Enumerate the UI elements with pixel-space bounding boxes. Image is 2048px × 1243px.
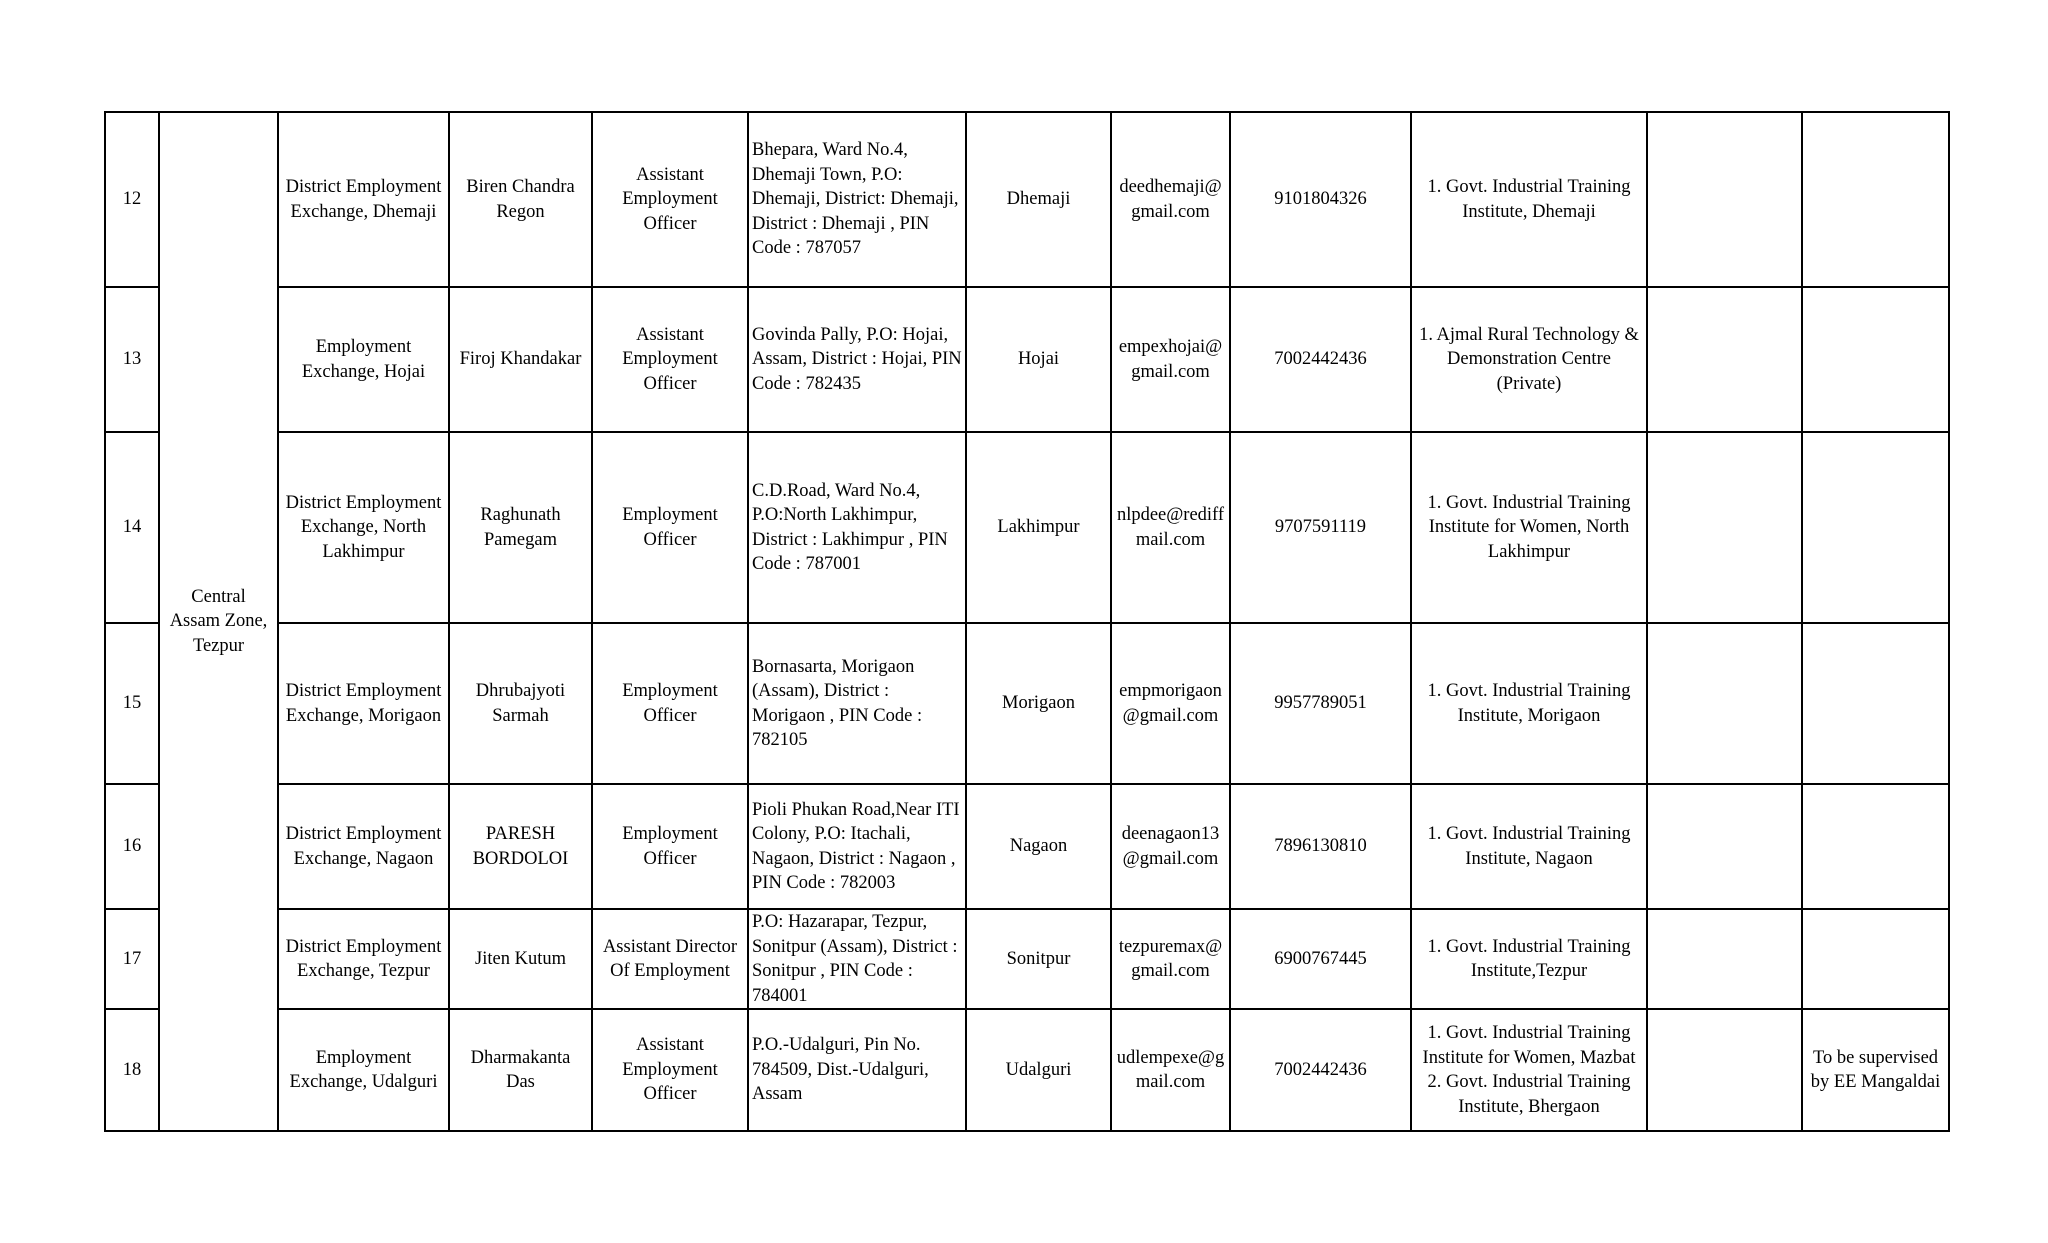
serial-number-cell: 17: [105, 909, 159, 1009]
officer-name-cell: Dharmakanta Das: [449, 1009, 592, 1131]
email-cell: empexhojai@gmail.com: [1111, 287, 1230, 432]
blank-cell: [1647, 1009, 1802, 1131]
blank-cell: [1647, 432, 1802, 623]
officer-name-cell: Dhrubajyoti Sarmah: [449, 623, 592, 784]
address-cell: P.O: Hazarapar, Tezpur, Sonitpur (Assam), District : Sonitpur , PIN Code : 784001: [748, 909, 966, 1009]
email-cell: empmorigaon@gmail.com: [1111, 623, 1230, 784]
office-cell: District Employment Exchange, North Lakhimpur: [278, 432, 449, 623]
serial-number-cell: 13: [105, 287, 159, 432]
district-cell: Hojai: [966, 287, 1111, 432]
institute-item: 1. Govt. Industrial Training Institute,Tezpur: [1427, 936, 1631, 981]
email-cell: tezpuremax@gmail.com: [1111, 909, 1230, 1009]
blank-cell: [1647, 112, 1802, 287]
officer-name-cell: Jiten Kutum: [449, 909, 592, 1009]
officer-name-cell: PARESH BORDOLOI: [449, 784, 592, 909]
phone-cell: 9101804326: [1230, 112, 1411, 287]
address-cell: Pioli Phukan Road,Near ITI Colony, P.O: Itachali, Nagaon, District : Nagaon , PIN Code : 782003: [748, 784, 966, 909]
remarks-cell: [1802, 432, 1949, 623]
institute-item: 1. Govt. Industrial Training Institute for Women, North Lakhimpur: [1427, 492, 1631, 562]
address-cell: P.O.-Udalguri, Pin No. 784509, Dist.-Udalguri, Assam: [748, 1009, 966, 1131]
office-cell: Employment Exchange, Udalguri: [278, 1009, 449, 1131]
phone-cell: 7002442436: [1230, 1009, 1411, 1131]
table-row: [105, 432, 1949, 623]
serial-number-cell: 18: [105, 1009, 159, 1131]
institute-item: 2. Govt. Industrial Training Institute, Bhergaon: [1427, 1072, 1631, 1117]
remarks-cell: [1802, 909, 1949, 1009]
designation-cell: Assistant Employment Officer: [592, 112, 748, 287]
designation-cell: Assistant Director Of Employment: [592, 909, 748, 1009]
phone-cell: 6900767445: [1230, 909, 1411, 1009]
email-cell: udlempexe@gmail.com: [1111, 1009, 1230, 1131]
officer-name-cell: Raghunath Pamegam: [449, 432, 592, 623]
office-cell: District Employment Exchange, Tezpur: [278, 909, 449, 1009]
institutes-cell: [1411, 432, 1647, 623]
blank-cell: [1647, 287, 1802, 432]
address-cell: Bhepara, Ward No.4, Dhemaji Town, P.O: Dhemaji, District: Dhemaji, District : Dhemaji , PIN Code : 787057: [748, 112, 966, 287]
officer-name-cell: Biren Chandra Regon: [449, 112, 592, 287]
institutes-cell: [1411, 623, 1647, 784]
address-cell: Govinda Pally, P.O: Hojai, Assam, District : Hojai, PIN Code : 782435: [748, 287, 966, 432]
phone-cell: 9957789051: [1230, 623, 1411, 784]
blank-cell: [1647, 909, 1802, 1009]
email-cell: deenagaon13@gmail.com: [1111, 784, 1230, 909]
district-cell: Nagaon: [966, 784, 1111, 909]
office-cell: District Employment Exchange, Nagaon: [278, 784, 449, 909]
zone-cell: Central Assam Zone, Tezpur: [159, 112, 278, 1131]
phone-cell: 7002442436: [1230, 287, 1411, 432]
institute-item: 1. Govt. Industrial Training Institute, Dhemaji: [1427, 177, 1631, 222]
serial-number-cell: 16: [105, 784, 159, 909]
table-row: [105, 1009, 1949, 1131]
address-cell: C.D.Road, Ward No.4, P.O:North Lakhimpur, District : Lakhimpur , PIN Code : 787001: [748, 432, 966, 623]
institute-item: 1. Ajmal Rural Technology & Demonstration Centre (Private): [1419, 324, 1639, 394]
remarks-cell: [1802, 784, 1949, 909]
table-row: [105, 112, 1949, 287]
table-row: [105, 909, 1949, 1009]
serial-number-cell: 15: [105, 623, 159, 784]
institutes-cell: [1411, 1009, 1647, 1131]
district-cell: Sonitpur: [966, 909, 1111, 1009]
address-cell: Bornasarta, Morigaon (Assam), District : Morigaon , PIN Code : 782105: [748, 623, 966, 784]
blank-cell: [1647, 784, 1802, 909]
designation-cell: Employment Officer: [592, 432, 748, 623]
phone-cell: 9707591119: [1230, 432, 1411, 623]
district-cell: Dhemaji: [966, 112, 1111, 287]
district-cell: Udalguri: [966, 1009, 1111, 1131]
office-cell: District Employment Exchange, Dhemaji: [278, 112, 449, 287]
table-row: [105, 623, 1949, 784]
district-cell: Morigaon: [966, 623, 1111, 784]
designation-cell: Employment Officer: [592, 623, 748, 784]
institute-item: 1. Govt. Industrial Training Institute, Nagaon: [1427, 824, 1631, 869]
institutes-cell: [1411, 909, 1647, 1009]
serial-number-cell: 14: [105, 432, 159, 623]
district-cell: Lakhimpur: [966, 432, 1111, 623]
designation-cell: Employment Officer: [592, 784, 748, 909]
office-cell: District Employment Exchange, Morigaon: [278, 623, 449, 784]
remarks-cell: [1802, 287, 1949, 432]
remarks-cell: To be supervised by EE Mangaldai: [1802, 1009, 1949, 1131]
institutes-cell: [1411, 287, 1647, 432]
table-row: [105, 287, 1949, 432]
office-cell: Employment Exchange, Hojai: [278, 287, 449, 432]
institutes-cell: [1411, 112, 1647, 287]
remarks-cell: [1802, 112, 1949, 287]
phone-cell: 7896130810: [1230, 784, 1411, 909]
employment-exchange-table: [104, 111, 1950, 1132]
email-cell: deedhemaji@gmail.com: [1111, 112, 1230, 287]
designation-cell: Assistant Employment Officer: [592, 287, 748, 432]
designation-cell: Assistant Employment Officer: [592, 1009, 748, 1131]
institute-item: 1. Govt. Industrial Training Institute, Morigaon: [1427, 681, 1631, 726]
blank-cell: [1647, 623, 1802, 784]
table-row: [105, 784, 1949, 909]
remarks-cell: [1802, 623, 1949, 784]
email-cell: nlpdee@rediffmail.com: [1111, 432, 1230, 623]
institutes-cell: [1411, 784, 1647, 909]
serial-number-cell: 12: [105, 112, 159, 287]
officer-name-cell: Firoj Khandakar: [449, 287, 592, 432]
institute-item: 1. Govt. Industrial Training Institute for Women, Mazbat: [1422, 1023, 1636, 1068]
